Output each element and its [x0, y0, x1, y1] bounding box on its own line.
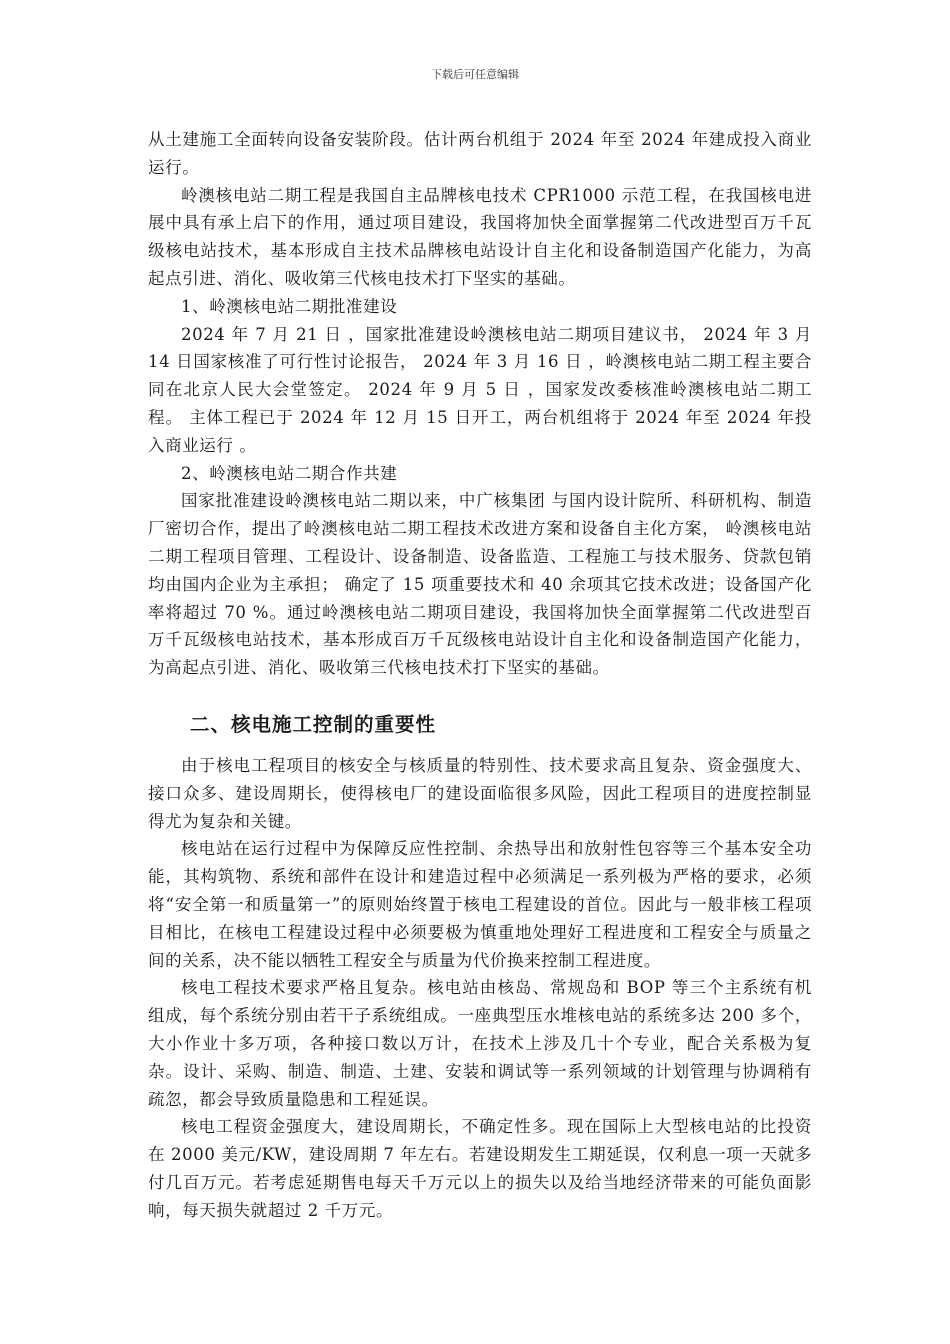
- paragraph-safety: 核电站在运行过程中为保障反应性控制、余热导出和放射性包容等三个基本安全功能，其构筑物、系统和部件在设计和建造过程中必须满足一系列极为严格的要求，必须将“安全第一和质量第一”的原则始终置于核电工程建设的首位。因此与一般非核工程项目相比，在核电工程建设过程中必须要极为慎重地处理好工程进度和工程安全与质量之间的关系，决不能以牺牲工程安全与质量为代价换来控制工程进度。: [148, 839, 812, 970]
- document-body: [148, 126, 812, 1224]
- paragraph-approval-timeline: 2024 年 7 月 21 日 ，国家批准建设岭澳核电站二期项目建议书， 2024 年 3 月 14 日国家核准了可行性讨论报告， 2024 年 3 月 16 日 ，岭澳核电站二期工程主要合同在北京人民大会堂签定。 2024 年 9 月 5 日 ，国家发改委核准岭澳核电站二期工程。 主体工程已于 2024 年 12 月 15 日开工，两台机组将于 2024 年至 2024 年投入商业运行 。: [148, 324, 812, 455]
- paragraph-cpr1000: 岭澳核电站二期工程是我国自主品牌核电技术 CPR1000 示范工程，在我国核电进展中具有承上启下的作用，通过项目建设，我国将加快全面掌握第二代改进型百万千瓦级核电站技术，基本形成自主技术品牌核电站设计自主化和设备制造国产化能力，为高起点引进、消化、吸收第三代核电技术打下坚实的基础。: [148, 185, 812, 288]
- paragraph-continuation: 从土建施工全面转向设备安装阶段。估计两台机组于 2024 年至 2024 年建成投入商业运行。: [148, 130, 812, 177]
- subheading-cooperation: 2、岭澳核电站二期合作共建: [181, 463, 398, 483]
- paragraph-funding: 核电工程资金强度大，建设周期长，不确定性多。现在国际上大型核电站的比投资在 2000 美元/KW，建设周期 7 年左右。若建设期发生工期延误，仅利息一项一天就多付几百万元。若考虑延期售电每天千万元以上的损失以及给当地经济带来的可能负面影响，每天损失就超过 2 千万元。: [148, 1117, 812, 1220]
- section-heading: 二、核电施工控制的重要性: [190, 712, 437, 736]
- page-header-note: 下载后可任意编辑: [431, 68, 519, 81]
- subheading-approval: 1、岭澳核电站二期批准建设: [181, 296, 398, 316]
- paragraph-technical: 核电工程技术要求严格且复杂。核电站由核岛、常规岛和 BOP 等三个主系统有机组成，每个系统分别由若干子系统组成。一座典型压水堆核电站的系统多达 200 多个，大小作业十多万项，各种接口数以万计，在技术上涉及几十个专业，配合关系极为复杂。设计、采购、制造、制造、土建、安装和调试等一系列领域的计划管理与协调稍有疏忽，都会导致质量隐患和工程延误。: [148, 978, 812, 1109]
- paragraph-cooperation: 国家批准建设岭澳核电站二期以来，中广核集团 与国内设计院所、科研机构、制造厂密切合作，提出了岭澳核电站二期工程技术改进方案和设备自主化方案， 岭澳核电站二期工程项目管理、工程设计、设备制造、设备监造、工程施工与技术服务、贷款包销均由国内企业为主承担； 确定了 15 项重要技术和 40 余项其它技术改进；设备国产化率将超过 70 %。通过岭澳核电站二期项目建设，我国将加快全面掌握第二代改进型百万千瓦级核电站技术，基本形成百万千瓦级核电站设计自主化和设备制造国产化能力，为高起点引进、消化、吸收第三代核电技术打下坚实的基础。: [148, 491, 812, 678]
- paragraph-risks: 由于核电工程项目的核安全与核质量的特别性、技术要求高且复杂、资金强度大、接口众多、建设周期长，使得核电厂的建设面临很多风险，因此工程项目的进度控制显得尤为复杂和关键。: [148, 755, 812, 831]
